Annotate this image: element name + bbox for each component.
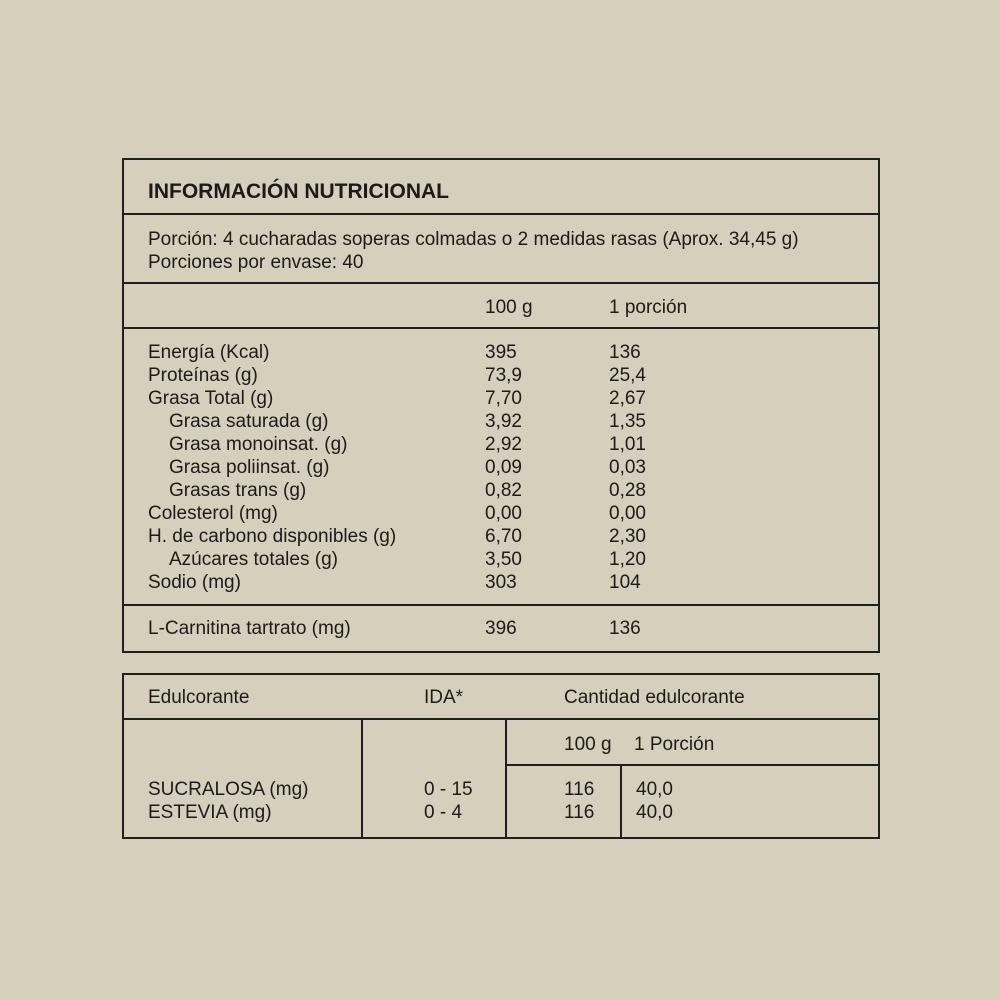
nutrient-value-100g: 3,92: [485, 411, 522, 432]
divider: [122, 327, 880, 329]
nutrient-value-portion: 1,35: [609, 411, 646, 432]
portions-per-container: Porciones por envase: 40: [148, 252, 364, 273]
col-header-amount: Cantidad edulcorante: [564, 687, 745, 708]
divider: [122, 282, 880, 284]
nutrient-label: Grasa monoinsat. (g): [169, 434, 348, 455]
sweetener-ida: 0 - 15: [424, 779, 473, 800]
divider: [122, 604, 880, 606]
nutrient-value-100g: 3,50: [485, 549, 522, 570]
sweetener-value-100g: 116: [564, 779, 595, 800]
sweetener-value-portion: 40,0: [636, 802, 673, 823]
nutrient-value-100g: 0,00: [485, 503, 522, 524]
extra-value-100g: 396: [485, 618, 517, 639]
sweetener-name: ESTEVIA (mg): [148, 802, 272, 823]
col-header-100g: 100 g: [485, 297, 533, 318]
nutrition-title: INFORMACIÓN NUTRICIONAL: [148, 180, 449, 203]
nutrient-label: Proteínas (g): [148, 365, 258, 386]
sweetener-value-100g: 116: [564, 802, 595, 823]
divider: [505, 718, 507, 839]
nutrient-value-portion: 136: [609, 342, 641, 363]
col-header-portion: 1 porción: [609, 297, 688, 318]
nutrient-value-portion: 1,01: [609, 434, 646, 455]
divider: [505, 764, 880, 766]
nutrient-value-100g: 7,70: [485, 388, 522, 409]
nutrient-value-100g: 0,09: [485, 457, 522, 478]
nutrient-value-portion: 2,30: [609, 526, 646, 547]
nutrient-value-100g: 303: [485, 572, 517, 593]
nutrient-value-100g: 395: [485, 342, 517, 363]
nutrient-label: Azúcares totales (g): [169, 549, 338, 570]
nutrient-value-portion: 25,4: [609, 365, 646, 386]
portion-size: Porción: 4 cucharadas soperas colmadas o 2 medidas rasas (Aprox. 34,45 g): [148, 229, 799, 250]
col-header-sweetener: Edulcorante: [148, 687, 250, 708]
nutrient-value-portion: 0,28: [609, 480, 646, 501]
divider: [620, 764, 622, 839]
divider: [122, 718, 880, 720]
nutrient-label: H. de carbono disponibles (g): [148, 526, 397, 547]
nutrient-value-100g: 0,82: [485, 480, 522, 501]
nutrient-value-100g: 6,70: [485, 526, 522, 547]
col-header-ida: IDA*: [424, 687, 464, 708]
nutrient-value-portion: 2,67: [609, 388, 646, 409]
nutrient-value-portion: 0,00: [609, 503, 646, 524]
nutrient-label: Sodio (mg): [148, 572, 241, 593]
nutrient-value-100g: 73,9: [485, 365, 522, 386]
nutrient-label: Colesterol (mg): [148, 503, 278, 524]
nutrient-value-portion: 1,20: [609, 549, 646, 570]
sweetener-name: SUCRALOSA (mg): [148, 779, 309, 800]
nutrient-value-portion: 104: [609, 572, 641, 593]
sub-header-portion: 1 Porción: [634, 734, 715, 755]
nutrient-value-100g: 2,92: [485, 434, 522, 455]
nutrient-label: Energía (Kcal): [148, 342, 270, 363]
divider: [122, 213, 880, 215]
nutrient-value-portion: 0,03: [609, 457, 646, 478]
divider: [361, 718, 363, 839]
nutrient-label: Grasas trans (g): [169, 480, 307, 501]
nutrient-label: Grasa saturada (g): [169, 411, 329, 432]
nutrient-label: Grasa Total (g): [148, 388, 274, 409]
sweetener-value-portion: 40,0: [636, 779, 673, 800]
extra-value-portion: 136: [609, 618, 641, 639]
nutrient-label: Grasa poliinsat. (g): [169, 457, 330, 478]
sweetener-ida: 0 - 4: [424, 802, 463, 823]
extra-label: L-Carnitina tartrato (mg): [148, 618, 351, 639]
sub-header-100g: 100 g: [564, 734, 612, 755]
